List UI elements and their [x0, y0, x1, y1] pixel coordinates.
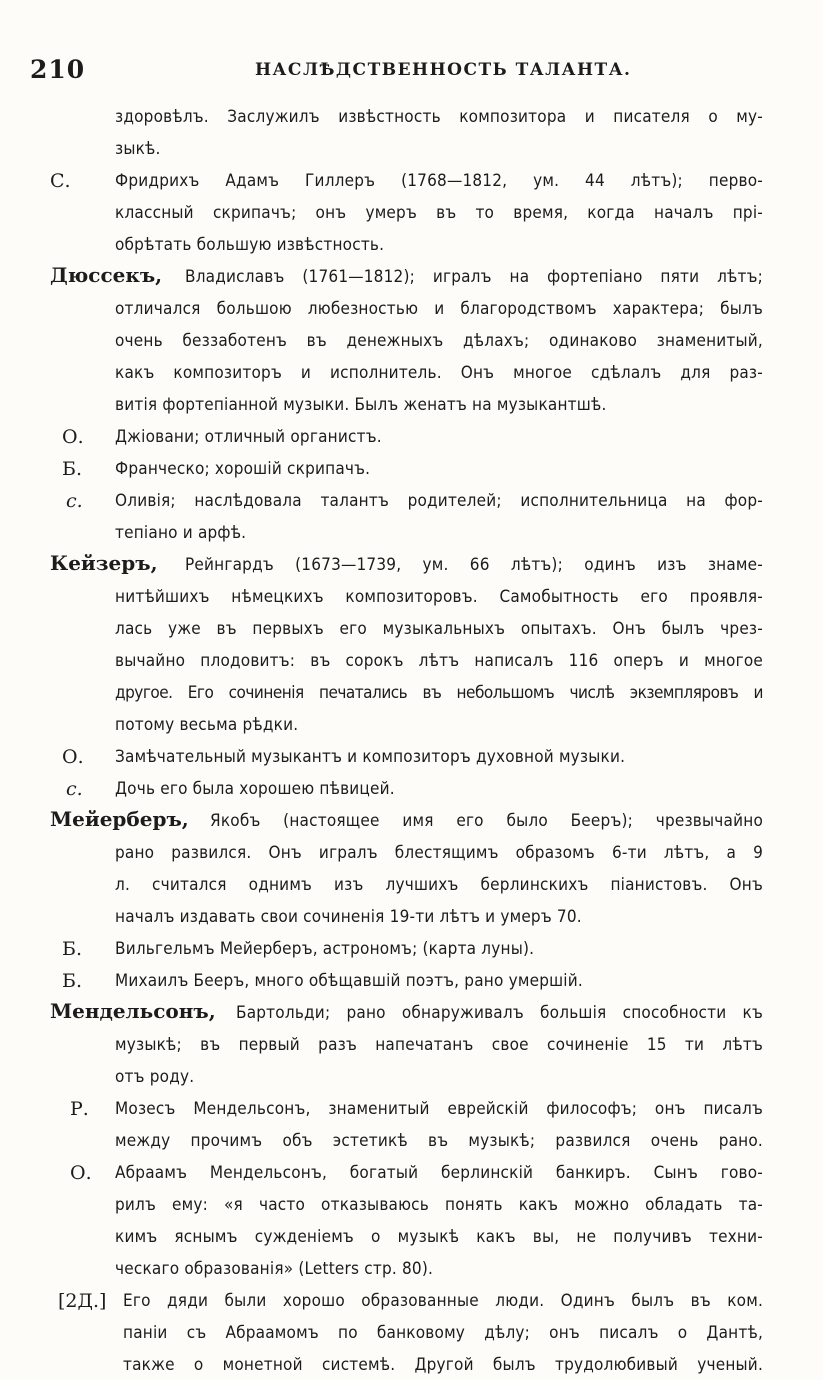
text-line: Франческо; хорошій скрипачъ. — [115, 459, 371, 479]
relation-marker: Б. — [62, 458, 83, 480]
relation-marker: О. — [62, 426, 84, 448]
text-line: началъ издавать свои сочиненія 19-ти лѣтъ и умеръ 70. — [115, 907, 582, 927]
text-line: обрѣтать большую извѣстность. — [115, 235, 385, 255]
relation-marker: с. — [66, 490, 83, 512]
text-line: ческаго образованія» (Letters стр. 80). — [115, 1259, 434, 1279]
text-line: Вильгельмъ Мейерберъ, астрономъ; (карта луны). — [115, 939, 535, 959]
text-line: Оливія; наслѣдовала талантъ родителей; исполнительница на фор- — [115, 491, 763, 511]
text-line: между прочимъ объ эстетикѣ въ музыкѣ; развился очень рано. — [115, 1131, 763, 1151]
text-line: кимъ яснымъ сужденіемъ о музыкѣ какъ вы, не получивъ техни- — [115, 1227, 763, 1247]
text-line: классный скрипачъ; онъ умеръ въ то время, когда началъ прі- — [115, 203, 763, 223]
text-line: Джіовани; отличный органистъ. — [115, 427, 382, 447]
text-line: Владиславъ (1761—1812); игралъ на фортепіано пяти лѣтъ; — [185, 267, 763, 287]
text-line: Бартольди; рано обнаруживалъ большія способности къ — [236, 1003, 763, 1023]
entry-name: Мендельсонъ, — [50, 999, 216, 1023]
text-line: отъ роду. — [115, 1067, 195, 1087]
page-header — [30, 55, 800, 87]
entry-name: Мейерберъ, — [50, 807, 189, 831]
text-line: Замѣчательный музыкантъ и композиторъ духовной музыки. — [115, 747, 626, 767]
text-line: нитѣйшихъ нѣмецкихъ композиторовъ. Самобытность его проявля- — [115, 587, 763, 607]
text-line: вычайно плодовитъ: въ сорокъ лѣтъ написалъ 116 оперъ и многое — [115, 651, 763, 671]
relation-marker: Б. — [62, 938, 83, 960]
relation-marker: С. — [50, 170, 71, 192]
relation-marker: Р. — [70, 1098, 89, 1120]
relation-marker: Б. — [62, 970, 83, 992]
text-line: другое. Его сочиненія печатались въ небольшомъ числѣ экземпляровъ и — [115, 683, 763, 703]
text-line: лась уже въ первыхъ его музыкальныхъ опытахъ. Онъ былъ чрез- — [115, 619, 763, 639]
text-line: Абраамъ Мендельсонъ, богатый берлинскій банкиръ. Сынъ гово- — [115, 1163, 763, 1183]
text-line: отличался большою любезностью и благородствомъ характера; былъ — [115, 299, 763, 319]
text-line: Якобъ (настоящее имя его было Бееръ); чрезвычайно — [210, 811, 763, 831]
page-number: 210 — [30, 55, 86, 84]
text-line: также о монетной системѣ. Другой былъ трудолюбивый ученый. — [123, 1355, 763, 1375]
text-line: здоровѣлъ. Заслужилъ извѣстность композитора и писателя о му- — [115, 107, 763, 127]
text-line: Его дяди были хорошо образованные люди. Одинъ былъ въ ком. — [123, 1291, 763, 1311]
text-line: Михаилъ Бееръ, много обѣщавшій поэтъ, рано умершій. — [115, 971, 583, 991]
text-line: Дочь его была хорошею пѣвицей. — [115, 779, 395, 799]
text-line: Рейнгардъ (1673—1739, ум. 66 лѣтъ); одинъ изъ знаме- — [185, 555, 763, 575]
text-line: потому весьма рѣдки. — [115, 715, 299, 735]
text-line: зыкѣ. — [115, 139, 161, 159]
entry-name: Дюссекъ, — [50, 263, 163, 287]
relation-marker: О. — [70, 1162, 92, 1184]
relation-marker: с. — [66, 778, 83, 800]
text-line: л. считался однимъ изъ лучшихъ берлинскихъ піанистовъ. Онъ — [115, 875, 763, 895]
text-line: паніи съ Абраамомъ по банковому дѣлу; онъ писалъ о Дантѣ, — [123, 1323, 763, 1343]
entry-name: Кейзеръ, — [50, 551, 158, 575]
relation-marker: [2Д.] — [58, 1290, 107, 1312]
text-line: витія фортепіанной музыки. Былъ женатъ на музыкантшѣ. — [115, 395, 607, 415]
text-line: Мозесъ Мендельсонъ, знаменитый еврейскій философъ; онъ писалъ — [115, 1099, 763, 1119]
relation-marker: О. — [62, 746, 84, 768]
text-line: рилъ ему: «я часто отказываюсь понять какъ можно обладать та- — [115, 1195, 763, 1215]
text-line: очень беззаботенъ въ денежныхъ дѣлахъ; одинаково знаменитый, — [115, 331, 763, 351]
text-line: рано развился. Онъ игралъ блестящимъ образомъ 6-ти лѣтъ, а 9 — [115, 843, 763, 863]
text-line: музыкѣ; въ первый разъ напечатанъ свое сочиненіе 15 ти лѣтъ — [115, 1035, 763, 1055]
text-line: какъ композиторъ и исполнитель. Онъ многое сдѣлалъ для раз- — [115, 363, 763, 383]
running-title: НАСЛѢДСТВЕННОСТЬ ТАЛАНТА. — [255, 60, 632, 80]
text-line: тепіано и арфѣ. — [115, 523, 247, 543]
text-line: Фридрихъ Адамъ Гиллеръ (1768—1812, ум. 44 лѣтъ); перво- — [115, 171, 763, 191]
